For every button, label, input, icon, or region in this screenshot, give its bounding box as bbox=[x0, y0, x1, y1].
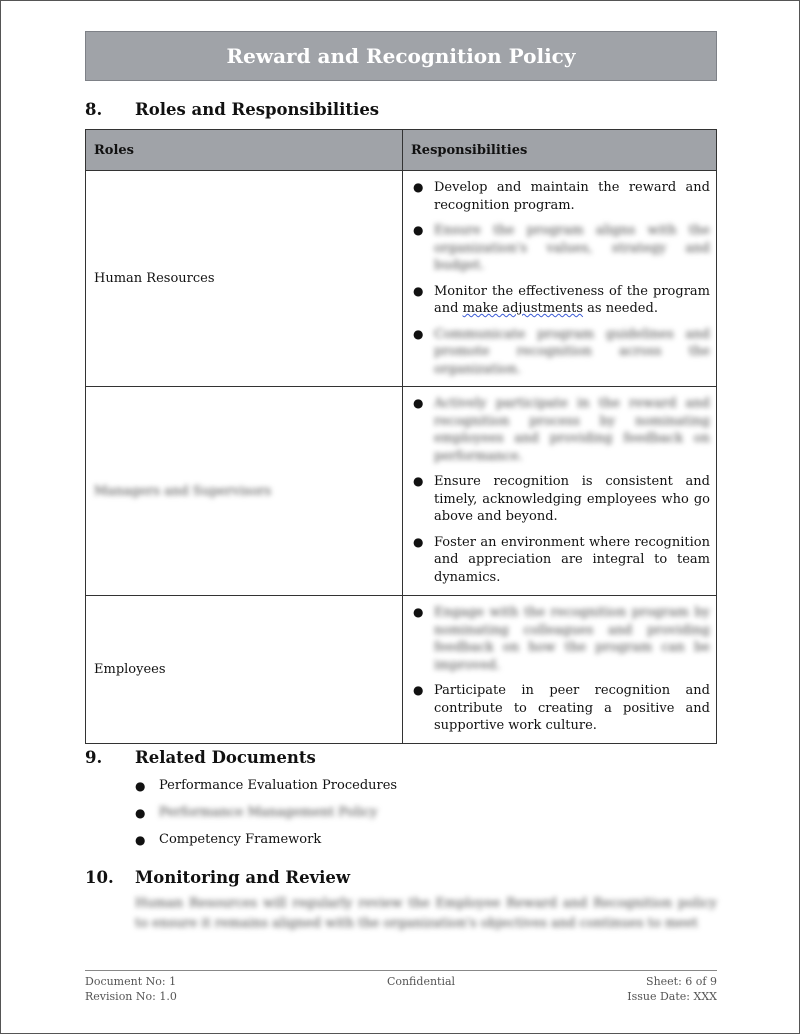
list-item: ● Performance Evaluation Procedures bbox=[135, 776, 397, 803]
related-documents-list bbox=[135, 776, 397, 857]
footer-right bbox=[627, 974, 717, 1004]
footer-divider bbox=[85, 970, 717, 971]
list-item: ● Actively participate in the reward and recognition process by nominating employees and providing feedback on performance. bbox=[413, 396, 710, 464]
bullet-icon: ● bbox=[413, 283, 424, 298]
document-title: Reward and Recognition Policy bbox=[226, 44, 576, 68]
table-header-row bbox=[86, 130, 717, 171]
section-title: Monitoring and Review bbox=[135, 868, 351, 887]
bullet-icon: ● bbox=[135, 833, 146, 847]
list-item: ● Monitor the effectiveness of the program and make adjustments as needed. bbox=[413, 283, 710, 316]
bullet-icon: ● bbox=[413, 180, 424, 194]
monitoring-paragraph: Human Resources will regularly review the Employee Reward and Recognition policy to ensure it remains aligned with the organization's objectives and continues to meet bbox=[135, 896, 717, 931]
bullet-icon: ● bbox=[135, 806, 146, 820]
section-8-heading bbox=[85, 100, 379, 119]
roles-table bbox=[85, 129, 717, 744]
table-row bbox=[86, 171, 717, 387]
section-title: Roles and Responsibilities bbox=[135, 100, 380, 119]
list-item: ● Performance Management Policy bbox=[135, 803, 397, 830]
bullet-icon: ● bbox=[413, 683, 424, 697]
section-number: 8. bbox=[85, 100, 103, 119]
bullet-icon: ● bbox=[135, 779, 146, 793]
role-cell: Managers and Supervisors bbox=[86, 387, 403, 596]
revision-number: Revision No: 1.0 bbox=[85, 990, 177, 1003]
responsibilities-cell bbox=[403, 171, 717, 387]
bullet-icon: ● bbox=[413, 396, 424, 410]
bullet-icon: ● bbox=[413, 223, 424, 237]
list-item: ● Engage with the recognition program by nominating colleagues and providing feedback on how the program can be improved. bbox=[413, 605, 710, 673]
table-row bbox=[86, 596, 717, 744]
list-item: ● Ensure the program aligns with the organization's values, strategy and budget. bbox=[413, 223, 710, 273]
responsibilities-column-header: Responsibilities bbox=[403, 130, 717, 171]
list-item: ● Competency Framework bbox=[135, 830, 397, 857]
section-9-heading bbox=[85, 748, 316, 767]
bullet-icon: ● bbox=[413, 534, 424, 549]
bullet-icon: ● bbox=[413, 326, 424, 341]
bullet-icon: ● bbox=[413, 605, 424, 619]
spellcheck-mark: make adjustments bbox=[462, 301, 584, 316]
confidential-label: Confidential bbox=[386, 975, 456, 988]
section-number: 10. bbox=[85, 868, 114, 887]
list-item: ● Communicate program guidelines and promote recognition across the organization. bbox=[413, 326, 710, 377]
document-number: Document No: 1 bbox=[85, 975, 177, 988]
table-row bbox=[86, 387, 717, 596]
bullet-icon: ● bbox=[413, 474, 424, 488]
sheet-number: Sheet: 6 of 9 bbox=[646, 975, 717, 988]
responsibilities-cell bbox=[403, 596, 717, 744]
document-title-bar bbox=[85, 31, 717, 81]
section-number: 9. bbox=[85, 748, 103, 767]
list-item: ● Participate in peer recognition and contribute to creating a positive and supportive work culture. bbox=[413, 683, 710, 733]
section-10-heading bbox=[85, 868, 350, 887]
issue-date: Issue Date: XXX bbox=[627, 990, 717, 1003]
list-item: ● Develop and maintain the reward and recognition program. bbox=[413, 180, 710, 213]
role-cell: Human Resources bbox=[86, 171, 403, 387]
list-item: ● Foster an environment where recognition and appreciation are integral to team dynamics. bbox=[413, 534, 710, 585]
role-cell: Employees bbox=[86, 596, 403, 744]
section-title: Related Documents bbox=[135, 748, 316, 767]
roles-column-header: Roles bbox=[86, 130, 403, 171]
responsibilities-cell bbox=[403, 387, 717, 596]
list-item: ● Ensure recognition is consistent and timely, acknowledging employees who go above and beyond. bbox=[413, 474, 710, 524]
